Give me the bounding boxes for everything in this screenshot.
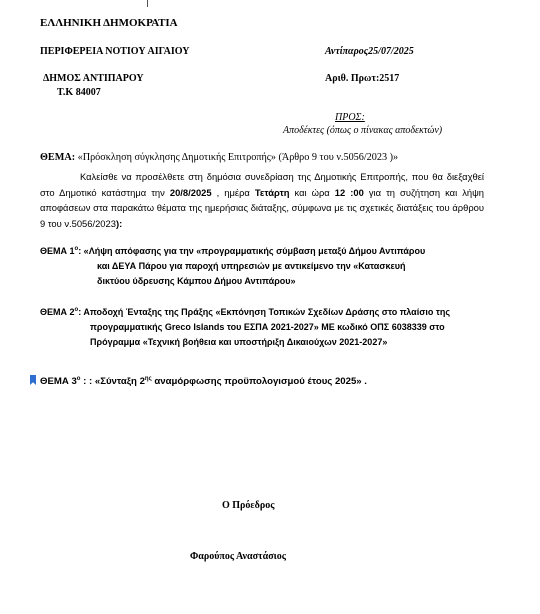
municipality-heading: ΔΗΜΟΣ ΑΝΤΙΠΑΡΟΥ: [43, 73, 144, 84]
subject-line: [40, 152, 398, 163]
subject-text: «Πρόσκληση σύγκλησης Δημοτικής Επιτροπής» (Άρθρο 9 του ν.5056/2023 )»: [77, 152, 399, 163]
agenda-item-1: ΘΕΜΑ $1^o$: «Λήψη απόφασης για την «προγραμματικής σύμβαση μεταξύ Δήμου Αντιπάρου: [40, 246, 426, 256]
agenda-item-2-label: ΘΕΜΑ 2: [40, 307, 75, 317]
signature-title: Ο Πρόεδρος: [222, 500, 275, 511]
agenda-item-1-label: ΘΕΜΑ 1: [40, 246, 75, 256]
place-date: Αντίπαρος25/07/2025: [325, 46, 414, 57]
recipients-label: ΠΡΟΣ:: [335, 112, 365, 123]
meeting-day: Τετάρτη: [254, 186, 290, 198]
meeting-date: 20/8/2025: [169, 186, 212, 198]
protocol-number: Αριθ. Πρωτ:2517: [325, 73, 400, 84]
agenda-item-3-label: ΘΕΜΑ 3: [40, 376, 77, 387]
agenda-item-1-line-3: δικτύου ύδρευσης Κάμπου Δήμου Αντιπάρου»: [97, 276, 296, 286]
subject-label: ΘΕΜΑ:: [40, 152, 76, 163]
bookmark-icon[interactable]: [30, 375, 36, 385]
agenda-item-2-line-2: προγραμματικής Greco Islands του ΕΣΠΑ 2021-2027» ΜΕ κωδικό ΟΠΣ 6038339 στο: [90, 322, 445, 332]
meeting-time: 12 :00: [334, 186, 364, 198]
recipients-text: Αποδέκτες (όπως ο πίνακας αποδεκτών): [283, 125, 443, 136]
text-cursor: [147, 0, 148, 7]
signature-name: Φαρούπος Αναστάσιος: [190, 551, 286, 562]
agenda-item-2-line-3: Πρόγραμμα «Τεχνική βοήθεια και υποστήριξη Δικαιούχων 2021-2027»: [90, 337, 388, 347]
republic-heading: ΕΛΛΗΝΙΚΗ ΔΗΜΟΚΡΑΤΙΑ: [40, 17, 178, 29]
agenda-item-1-line-2: και ΔΕΥΑ Πάρου για παροχή υπηρεσιών με αντικείμενο την «Κατασκευή: [97, 261, 406, 271]
invitation-paragraph: Καλείσθε να προσέλθετε στη δημόσια συνεδρίαση της Δημοτικής Επιτροπής, που θα διεξαχθεί στο Δημοτικό κατάστημα την 20/8/2025 , ημέρα Τετάρτη και ώρα 12 :00 για τη συζήτηση και λήψη αποφάσεων στα παρακάτω θέματα της ημερήσιας διάταξης, σύμφωνα με τις σχετικές διατάξεις του άρθρου 9 του ν.5056/2023):: [40, 171, 485, 229]
postal-code: Τ.Κ 84007: [57, 87, 101, 98]
agenda-item-2: ΘΕΜΑ $2^o$: Αποδοχή Ένταξης της Πράξης «Εκπόνηση Τοπικών Σχεδίων Δράσης στο πλαίσιο της: [40, 307, 451, 317]
agenda-item-3: ΘΕΜΑ $3^o$ : : «Σύνταξη $2^{\eta\varsigma}$ αναμόρφωσης προϋπολογισμού έτους 2025» .: [40, 375, 367, 387]
region-heading: ΠΕΡΙΦΕΡΕΙΑ ΝΟΤΙΟΥ ΑΙΓΑΙΟΥ: [40, 46, 190, 57]
